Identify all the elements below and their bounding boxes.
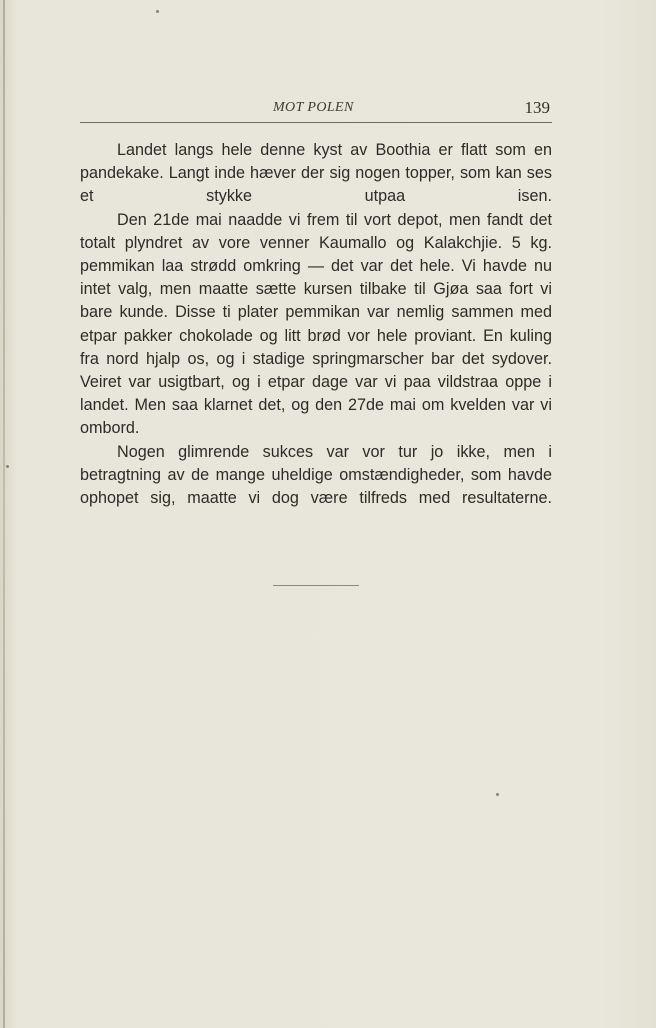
page-header [80,98,552,123]
paper-speck [496,793,499,796]
binding-edge [3,0,5,1028]
page-number: 139 [524,98,550,117]
paragraph-3: Nogen glimrende sukces var vor tur jo ikke, men i betragtning av de mange uheldige omstændigheder, som havde ophopet sig, maatte vi dog være tilfreds med resultaterne. [80,442,552,508]
paper-speck [6,465,9,468]
paragraph-1: Landet langs hele denne kyst av Boothia er flatt som en pandekake. Langt inde hæver der sig nogen topper, som kan ses et stykke utpaa isen. [80,141,552,206]
running-title: MOT POLEN [273,100,354,115]
body-text [80,139,552,510]
section-end-rule [273,585,359,586]
paragraph-2: Den 21de mai naadde vi frem til vort depot, men fandt det totalt plyndret av vore venner Kaumallo og Kalakchjie. 5 kg. pemmikan laa strødd omkring — det var det hele. Vi havde nu intet valg, men maatte sætte kursen tilbake til Gjøa saa fort vi bare kunde. Disse ti plater pemmikan var nemlig sammen med etpar pakker chokolade og litt brød vor hele proviant. En kuling fra nord hjalp os, og i stadige springmarscher bar det sydover. Veiret var usigtbart, og i etpar dage var vi paa vildstraa oppe i landet. Men saa klarnet det, og den 27de mai om kvelden var vi ombord. [80,210,552,438]
paper-speck [156,10,159,13]
